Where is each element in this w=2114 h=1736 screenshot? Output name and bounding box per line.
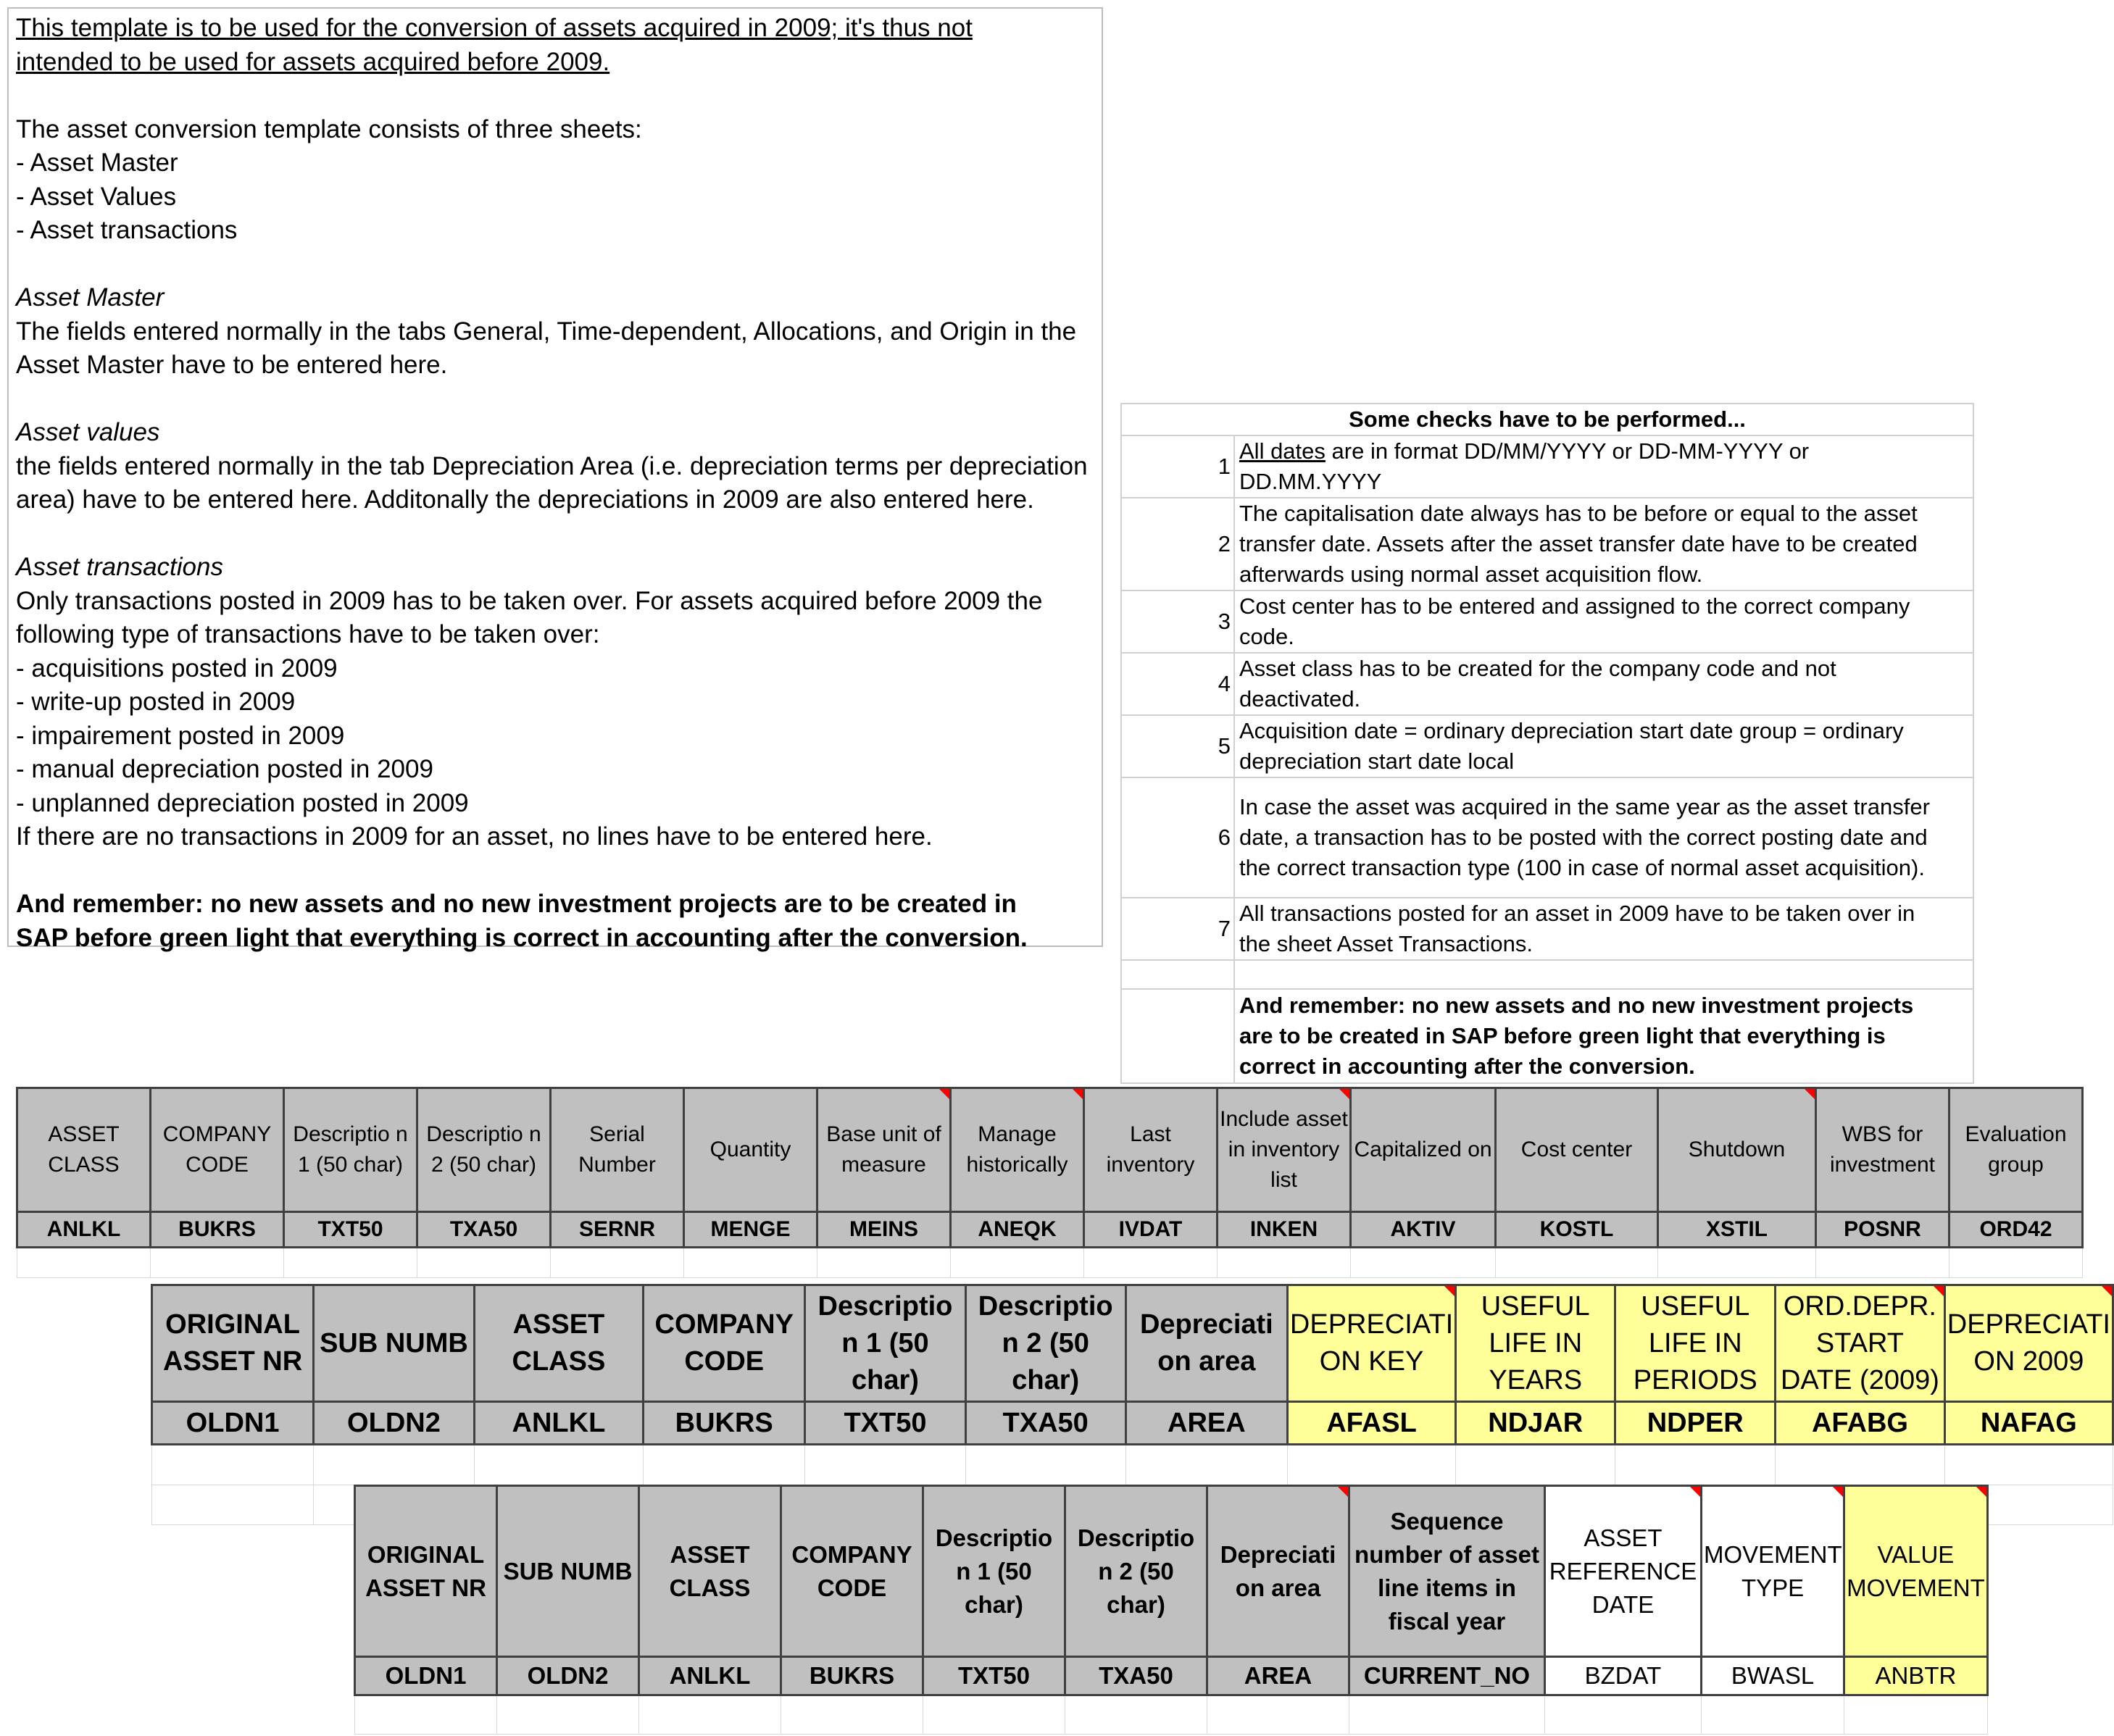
column-header: SUB NUMB bbox=[314, 1285, 475, 1402]
field-code: ANLKL bbox=[639, 1657, 781, 1695]
check-text: All transactions posted for an asset in 2009 have to be taken over in the sheet Asset Transactions. bbox=[1234, 898, 1973, 960]
column-header: DEPRECIATI ON 2009 bbox=[1944, 1285, 2113, 1402]
field-code: AFASL bbox=[1287, 1402, 1455, 1445]
asset-values-title: Asset values bbox=[16, 418, 160, 446]
field-code: TXA50 bbox=[965, 1402, 1125, 1445]
asset-values-text: area) have to be entered here. Additonally the depreciations in 2009 are also entered here. bbox=[16, 485, 1034, 514]
remember-note: And remember: no new assets and no new investment projects are to be created in bbox=[16, 890, 1017, 918]
instructions-box bbox=[7, 7, 1103, 952]
asset-transactions-title: Asset transactions bbox=[16, 553, 223, 581]
check-number: 6 bbox=[1121, 777, 1234, 898]
field-code: ORD42 bbox=[1949, 1212, 2083, 1248]
field-code: KOSTL bbox=[1496, 1212, 1658, 1248]
column-header: DEPRECIATI ON KEY bbox=[1287, 1285, 1455, 1402]
field-code: AREA bbox=[1125, 1402, 1287, 1445]
intro-line-1: This template is to be used for the conversion of assets acquired in 2009; it's thus not bbox=[16, 14, 973, 42]
column-header: COMPANY CODE bbox=[151, 1088, 284, 1212]
check-text: All dates are in format DD/MM/YYYY or DD-MM-YYYY or DD.MM.YYYY bbox=[1234, 435, 1973, 498]
check-text: Asset class has to be created for the company code and not deactivated. bbox=[1234, 653, 1973, 715]
sheets-intro: The asset conversion template consists of three sheets: bbox=[16, 114, 642, 143]
column-header: Descriptio n 2 (50 char) bbox=[417, 1088, 551, 1212]
field-code: MENGE bbox=[684, 1212, 817, 1248]
field-code: POSNR bbox=[1816, 1212, 1949, 1248]
column-header: SUB NUMB bbox=[497, 1486, 639, 1657]
column-header: Descriptio n 2 (50 char) bbox=[965, 1285, 1125, 1402]
field-code: BUKRS bbox=[644, 1402, 805, 1445]
field-code: INKEN bbox=[1218, 1212, 1351, 1248]
asset-transactions-text: If there are no transactions in 2009 for an asset, no lines have to be entered here. bbox=[16, 822, 933, 851]
field-code: OLDN2 bbox=[497, 1657, 639, 1695]
check-number: 1 bbox=[1121, 435, 1234, 498]
column-header: Cost center bbox=[1496, 1088, 1658, 1212]
column-header: Shutdown bbox=[1658, 1088, 1816, 1212]
field-code: AFABG bbox=[1776, 1402, 1945, 1445]
checks-table bbox=[1120, 403, 1974, 1084]
column-header: Descriptio n 1 (50 char) bbox=[805, 1285, 965, 1402]
column-header: Include asset in inventory list bbox=[1218, 1088, 1351, 1212]
check-lead: All dates bbox=[1239, 438, 1326, 464]
column-header: Capitalized on bbox=[1351, 1088, 1496, 1212]
asset-master-fields-table bbox=[16, 1087, 2084, 1278]
field-code: TXA50 bbox=[417, 1212, 551, 1248]
column-header: ASSET CLASS bbox=[639, 1486, 781, 1657]
column-header: Base unit of measure bbox=[817, 1088, 951, 1212]
column-header: ORIGINAL ASSET NR bbox=[152, 1285, 314, 1402]
column-header: Descriptio n 2 (50 char) bbox=[1065, 1486, 1207, 1657]
check-text: Acquisition date = ordinary depreciation start date group = ordinary depreciation start date local bbox=[1234, 715, 1973, 777]
sheet-item: - Asset Values bbox=[16, 182, 177, 211]
field-code: NAFAG bbox=[1944, 1402, 2113, 1445]
column-header: ASSET CLASS bbox=[17, 1088, 151, 1212]
column-header: WBS for investment bbox=[1816, 1088, 1949, 1212]
check-number: 2 bbox=[1121, 498, 1234, 591]
field-code: OLDN1 bbox=[152, 1402, 314, 1445]
field-code: AREA bbox=[1207, 1657, 1349, 1695]
check-text: Cost center has to be entered and assigned to the correct company code. bbox=[1234, 591, 1973, 653]
field-code: NDJAR bbox=[1456, 1402, 1615, 1445]
data-entry-row[interactable] bbox=[17, 1248, 2083, 1278]
asset-transactions-text: following type of transactions have to be taken over: bbox=[16, 620, 600, 648]
field-code: BZDAT bbox=[1545, 1657, 1702, 1695]
intro-line-2: intended to be used for assets acquired before 2009. bbox=[16, 47, 610, 76]
field-code: CURRENT_NO bbox=[1349, 1657, 1545, 1695]
column-header: Depreciati on area bbox=[1207, 1486, 1349, 1657]
asset-transactions-text: - write-up posted in 2009 bbox=[16, 688, 296, 716]
asset-transactions-text: - manual depreciation posted in 2009 bbox=[16, 755, 433, 783]
asset-transactions-text: - acquisitions posted in 2009 bbox=[16, 654, 338, 683]
field-code: OLDN2 bbox=[314, 1402, 475, 1445]
field-code: IVDAT bbox=[1084, 1212, 1218, 1248]
field-code: AKTIV bbox=[1351, 1212, 1496, 1248]
column-header: ASSET REFERENCE DATE bbox=[1545, 1486, 1702, 1657]
asset-transactions-fields-table bbox=[354, 1485, 1989, 1735]
checks-title: Some checks have to be performed... bbox=[1121, 404, 1973, 435]
check-number: 5 bbox=[1121, 715, 1234, 777]
column-header: USEFUL LIFE IN YEARS bbox=[1456, 1285, 1615, 1402]
field-code: BUKRS bbox=[781, 1657, 923, 1695]
field-code: TXA50 bbox=[1065, 1657, 1207, 1695]
asset-master-text: The fields entered normally in the tabs General, Time-dependent, Allocations, and Origin in the bbox=[16, 317, 1077, 346]
field-code: BUKRS bbox=[151, 1212, 284, 1248]
column-header: USEFUL LIFE IN PERIODS bbox=[1615, 1285, 1776, 1402]
check-number: 3 bbox=[1121, 591, 1234, 653]
column-header: VALUE MOVEMENT bbox=[1844, 1486, 1988, 1657]
remember-note: SAP before green light that everything is correct in accounting after the conversion. bbox=[16, 923, 1028, 952]
data-entry-row[interactable] bbox=[355, 1695, 1988, 1735]
asset-master-text: Asset Master have to be entered here. bbox=[16, 351, 448, 379]
check-text: The capitalisation date always has to be before or equal to the asset transfer date. Assets after the asset transfer date have to be created afterwards using normal asset acquisition flow. bbox=[1234, 498, 1973, 591]
column-header: COMPANY CODE bbox=[644, 1285, 805, 1402]
sheet-item: - Asset Master bbox=[16, 149, 178, 177]
field-code: NDPER bbox=[1615, 1402, 1776, 1445]
column-header: Descriptio n 1 (50 char) bbox=[284, 1088, 417, 1212]
sheet-item: - Asset transactions bbox=[16, 216, 238, 244]
field-code: SERNR bbox=[551, 1212, 684, 1248]
column-header: COMPANY CODE bbox=[781, 1486, 923, 1657]
column-header: Descriptio n 1 (50 char) bbox=[923, 1486, 1065, 1657]
field-code: ANLKL bbox=[474, 1402, 643, 1445]
field-code: XSTIL bbox=[1658, 1212, 1816, 1248]
asset-transactions-text: - unplanned depreciation posted in 2009 bbox=[16, 788, 469, 817]
check-number: 4 bbox=[1121, 653, 1234, 715]
asset-master-title: Asset Master bbox=[16, 283, 165, 312]
checks-remember-note: And remember: no new assets and no new investment projects are to be created in SAP before green light that everything is correct in accounting after the conversion. bbox=[1234, 989, 1973, 1083]
column-header: Evaluation group bbox=[1949, 1088, 2083, 1212]
column-header: Sequence number of asset line items in fiscal year bbox=[1349, 1486, 1545, 1657]
column-header: ORIGINAL ASSET NR bbox=[355, 1486, 497, 1657]
asset-transactions-text: Only transactions posted in 2009 has to be taken over. For assets acquired before 2009 the bbox=[16, 586, 1043, 615]
column-header: Manage historically bbox=[951, 1088, 1084, 1212]
asset-transactions-text: - impairement posted in 2009 bbox=[16, 721, 345, 750]
data-entry-row[interactable] bbox=[152, 1445, 2113, 1485]
field-code: OLDN1 bbox=[355, 1657, 497, 1695]
column-header: Serial Number bbox=[551, 1088, 684, 1212]
column-header: MOVEMENT TYPE bbox=[1702, 1486, 1844, 1657]
field-code: TXT50 bbox=[805, 1402, 965, 1445]
field-code: TXT50 bbox=[284, 1212, 417, 1248]
check-number: 7 bbox=[1121, 898, 1234, 960]
asset-values-text: the fields entered normally in the tab Depreciation Area (i.e. depreciation terms per depreciation bbox=[16, 451, 1088, 480]
field-code: MEINS bbox=[817, 1212, 951, 1248]
column-header: ASSET CLASS bbox=[474, 1285, 643, 1402]
field-code: BWASL bbox=[1702, 1657, 1844, 1695]
field-code: ANBTR bbox=[1844, 1657, 1988, 1695]
check-text: In case the asset was acquired in the same year as the asset transfer date, a transaction has to be posted with the correct posting date and the correct transaction type (100 in case of normal asset acquisition). bbox=[1234, 777, 1973, 898]
column-header: Last inventory bbox=[1084, 1088, 1218, 1212]
column-header: Depreciati on area bbox=[1125, 1285, 1287, 1402]
field-code: ANLKL bbox=[17, 1212, 151, 1248]
field-code: ANEQK bbox=[951, 1212, 1084, 1248]
column-header: Quantity bbox=[684, 1088, 817, 1212]
field-code: TXT50 bbox=[923, 1657, 1065, 1695]
column-header: ORD.DEPR. START DATE (2009) bbox=[1776, 1285, 1945, 1402]
